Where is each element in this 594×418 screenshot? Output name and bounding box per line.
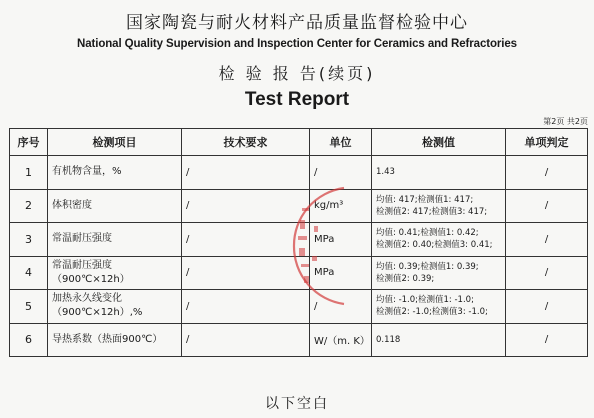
cell-unit: MPa [310, 256, 372, 290]
col-header-item: 检测项目 [48, 129, 182, 156]
cell-value [372, 156, 506, 190]
value-line-2: 检测值2: -1.0;检测值3: -1.0; [376, 307, 488, 318]
col-header-judgement: 单项判定 [506, 129, 588, 156]
cell-judgement: / [506, 290, 588, 324]
col-header-no: 序号 [10, 129, 48, 156]
cell-requirement: / [182, 323, 310, 357]
cell-requirement: / [182, 256, 310, 290]
cell-no: 2 [10, 189, 48, 223]
cell-no: 1 [10, 156, 48, 190]
value-line-2: 检测值2: 0.40;检测值3: 0.41; [376, 240, 493, 251]
value-line-1: 0.118 [376, 334, 401, 345]
cell-value [372, 323, 506, 357]
col-header-unit: 单位 [310, 129, 372, 156]
organization-name-en: National Quality Supervision and Inspection Center for Ceramics and Refractories [77, 38, 517, 50]
cell-unit: / [310, 156, 372, 190]
cell-requirement: / [182, 223, 310, 257]
cell-item: 体积密度 [48, 189, 182, 223]
value-line-1: 均值: -1.0;检测值1: -1.0; [376, 295, 474, 306]
table-row [10, 323, 588, 357]
report-title-cn: 检 验 报 告(续页) [218, 64, 376, 83]
organization-name-cn: 国家陶瓷与耐火材料产品质量监督检验中心 [126, 13, 468, 33]
value-line-1: 1.43 [376, 167, 395, 178]
table-row [10, 290, 588, 324]
value-line-2: 检测值2: 417;检测值3: 417; [376, 206, 488, 217]
value-line-2: 检测值2: 0.39; [376, 273, 435, 284]
value-line-1: 均值: 417;检测值1: 417; [376, 194, 474, 205]
cell-requirement: / [182, 189, 310, 223]
col-header-requirement: 技术要求 [182, 129, 310, 156]
value-line-1: 均值: 0.39;检测值1: 0.39; [376, 261, 479, 272]
cell-judgement: / [506, 323, 588, 357]
cell-unit: MPa [310, 223, 372, 257]
cell-item: 加热永久线变化（900℃×12h）,% [48, 290, 182, 324]
col-header-value: 检测值 [372, 129, 506, 156]
table-header-row [10, 129, 588, 156]
cell-requirement: / [182, 290, 310, 324]
cell-value [372, 256, 506, 290]
test-report-table [9, 128, 588, 357]
cell-no: 4 [10, 256, 48, 290]
table-row [10, 189, 588, 223]
cell-no: 5 [10, 290, 48, 324]
value-line-1: 均值: 0.41;检测值1: 0.42; [376, 228, 479, 239]
table-row [10, 223, 588, 257]
report-title-en: Test Report [244, 89, 350, 110]
cell-requirement: / [182, 156, 310, 190]
cell-item: 有机物含量，% [48, 156, 182, 190]
cell-no: 3 [10, 223, 48, 257]
cell-judgement: / [506, 189, 588, 223]
cell-item: 导热系数（热面900℃） [48, 323, 182, 357]
table-row [10, 156, 588, 190]
cell-unit: / [310, 290, 372, 324]
cell-value [372, 223, 506, 257]
cell-judgement: / [506, 223, 588, 257]
cell-unit: W/（m. K） [310, 323, 372, 357]
end-of-report-note: 以下空白 [265, 396, 329, 412]
table-row [10, 256, 588, 290]
page-number: 第2页 共2页 [543, 117, 588, 126]
cell-judgement: / [506, 256, 588, 290]
cell-no: 6 [10, 323, 48, 357]
cell-item: 常温耐压强度（900℃×12h） [48, 256, 182, 290]
cell-unit: kg/m³ [310, 189, 372, 223]
cell-judgement: / [506, 156, 588, 190]
cell-item: 常温耐压强度 [48, 223, 182, 257]
cell-value [372, 189, 506, 223]
cell-value [372, 290, 506, 324]
